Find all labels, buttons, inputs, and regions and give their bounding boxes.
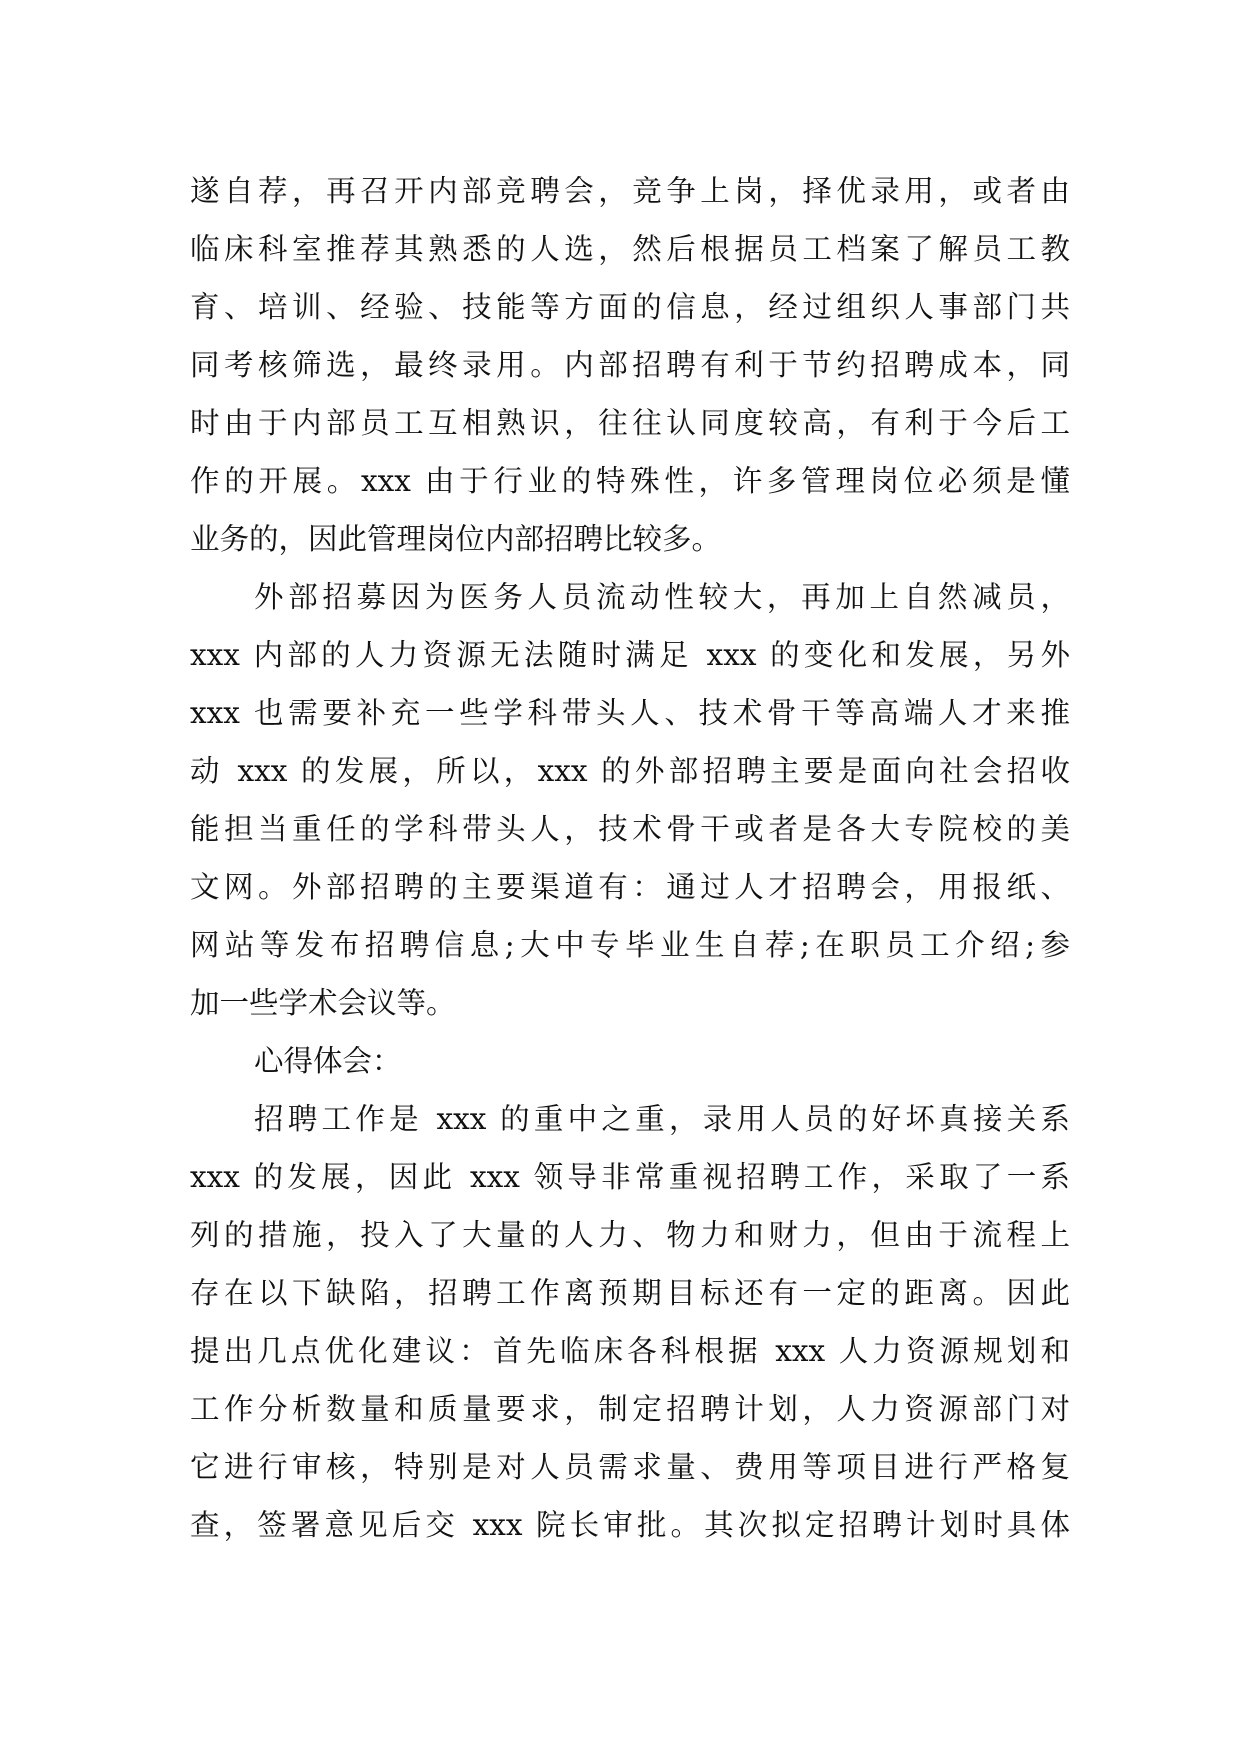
text-line: 查，签署意见后交 xxx 院长审批。其次拟定招聘计划时具体: [190, 1508, 1070, 1542]
text-line: 加一些学术会议等。: [190, 986, 456, 1020]
text-line: 网站等发布招聘信息;大中专毕业生自荐;在职员工介绍;参: [190, 928, 1070, 962]
text-line: 提出几点优化建议：首先临床各科根据 xxx 人力资源规划和: [190, 1334, 1070, 1368]
text-line: 遂自荐，再召开内部竞聘会，竞争上岗，择优录用，或者由: [190, 174, 1070, 208]
text-line: xxx 也需要补充一些学科带头人、技术骨干等高端人才来推: [190, 696, 1070, 730]
text-line: xxx 的发展，因此 xxx 领导非常重视招聘工作，采取了一系: [190, 1160, 1070, 1194]
text-line: 作的开展。xxx 由于行业的特殊性，许多管理岗位必须是懂: [190, 464, 1070, 498]
document-body: [190, 162, 1070, 1554]
text-line: 临床科室推荐其熟悉的人选，然后根据员工档案了解员工教: [190, 232, 1070, 266]
text-line: 外部招募因为医务人员流动性较大，再加上自然减员，: [254, 580, 1070, 614]
text-line: 工作分析数量和质量要求，制定招聘计划，人力资源部门对: [190, 1392, 1070, 1426]
text-line: 同考核筛选，最终录用。内部招聘有利于节约招聘成本，同: [190, 348, 1070, 382]
section-heading: 心得体会：: [254, 1044, 402, 1078]
text-line: 育、培训、经验、技能等方面的信息，经过组织人事部门共: [190, 290, 1070, 324]
text-line: 列的措施，投入了大量的人力、物力和财力，但由于流程上: [190, 1218, 1070, 1252]
text-line: 它进行审核，特别是对人员需求量、费用等项目进行严格复: [190, 1450, 1070, 1484]
text-line: 时由于内部员工互相熟识，往往认同度较高，有利于今后工: [190, 406, 1070, 440]
text-line: 动 xxx 的发展，所以，xxx 的外部招聘主要是面向社会招收: [190, 754, 1070, 788]
text-line: 文网。外部招聘的主要渠道有：通过人才招聘会，用报纸、: [190, 870, 1070, 904]
text-line: 存在以下缺陷，招聘工作离预期目标还有一定的距离。因此: [190, 1276, 1070, 1310]
text-line: 招聘工作是 xxx 的重中之重，录用人员的好坏真接关系: [254, 1102, 1070, 1136]
text-line: xxx 内部的人力资源无法随时满足 xxx 的变化和发展，另外: [190, 638, 1070, 672]
text-line: 能担当重任的学科带头人，技术骨干或者是各大专院校的美: [190, 812, 1070, 846]
text-line: 业务的，因此管理岗位内部招聘比较多。: [190, 522, 722, 556]
